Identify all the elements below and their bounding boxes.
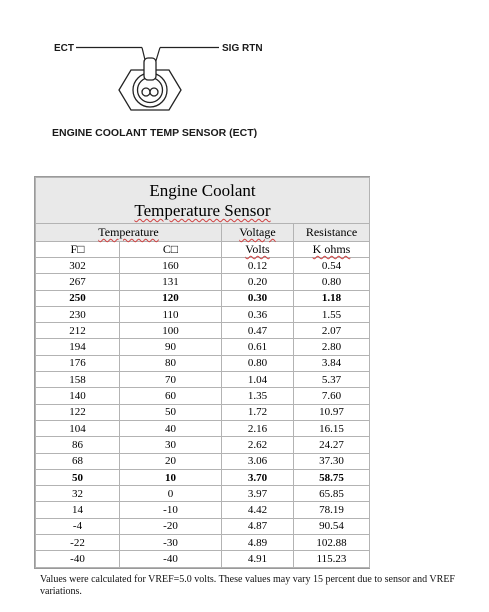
fahrenheit-cell: -40 — [36, 551, 120, 567]
fahrenheit-cell: 122 — [36, 404, 120, 420]
voltage-cell: 4.42 — [222, 502, 294, 518]
celsius-cell: 20 — [120, 453, 222, 469]
celsius-cell: 110 — [120, 306, 222, 322]
voltage-cell: 0.12 — [222, 258, 294, 274]
table-row — [36, 453, 370, 469]
fahrenheit-cell: 212 — [36, 323, 120, 339]
table-row — [36, 323, 370, 339]
fahrenheit-cell: 267 — [36, 274, 120, 290]
coolant-table-container — [34, 176, 370, 569]
fahrenheit-cell: 250 — [36, 290, 120, 306]
sig-rtn-label: SIG RTN — [222, 43, 263, 54]
fahrenheit-cell: 68 — [36, 453, 120, 469]
fahrenheit-cell: 14 — [36, 502, 120, 518]
fahrenheit-cell: 230 — [36, 306, 120, 322]
celsius-cell: 131 — [120, 274, 222, 290]
resistance-cell: 65.85 — [294, 486, 370, 502]
voltage-cell: 3.06 — [222, 453, 294, 469]
voltage-cell: 0.36 — [222, 306, 294, 322]
table-row — [36, 339, 370, 355]
ect-label: ECT — [54, 43, 74, 54]
celsius-cell: -10 — [120, 502, 222, 518]
table-row — [36, 486, 370, 502]
table-title — [36, 178, 370, 224]
resistance-cell: 24.27 — [294, 437, 370, 453]
celsius-cell: -40 — [120, 551, 222, 567]
voltage-cell: 0.30 — [222, 290, 294, 306]
table-body — [36, 258, 370, 568]
fahrenheit-cell: -22 — [36, 535, 120, 551]
celsius-cell: 50 — [120, 404, 222, 420]
voltage-cell: 1.35 — [222, 388, 294, 404]
voltage-cell: 2.62 — [222, 437, 294, 453]
voltage-cell: 0.20 — [222, 274, 294, 290]
fahrenheit-unit: F□ — [36, 242, 120, 258]
celsius-cell: 10 — [120, 469, 222, 485]
celsius-cell: 90 — [120, 339, 222, 355]
resistance-cell: 37.30 — [294, 453, 370, 469]
diagram-caption: ENGINE COOLANT TEMP SENSOR (ECT) — [52, 127, 258, 139]
resistance-cell: 1.18 — [294, 290, 370, 306]
sensor-icon — [119, 58, 181, 110]
resistance-cell: 5.37 — [294, 372, 370, 388]
voltage-cell: 0.47 — [222, 323, 294, 339]
resistance-cell: 0.54 — [294, 258, 370, 274]
resistance-cell: 58.75 — [294, 469, 370, 485]
table-row — [36, 437, 370, 453]
table-row — [36, 388, 370, 404]
celsius-cell: 80 — [120, 355, 222, 371]
table-row — [36, 518, 370, 534]
celsius-cell: -20 — [120, 518, 222, 534]
table-row — [36, 355, 370, 371]
resistance-cell: 7.60 — [294, 388, 370, 404]
fahrenheit-cell: 140 — [36, 388, 120, 404]
resistance-cell: 10.97 — [294, 404, 370, 420]
table-row — [36, 290, 370, 306]
resistance-cell: 90.54 — [294, 518, 370, 534]
fahrenheit-cell: 176 — [36, 355, 120, 371]
resistance-cell: 2.80 — [294, 339, 370, 355]
fahrenheit-cell: 302 — [36, 258, 120, 274]
celsius-cell: 100 — [120, 323, 222, 339]
resistance-cell: 1.55 — [294, 306, 370, 322]
resistance-header: Resistance — [305, 225, 358, 239]
sensor-diagram — [0, 0, 489, 150]
fahrenheit-cell: 32 — [36, 486, 120, 502]
voltage-cell: 4.89 — [222, 535, 294, 551]
table-row — [36, 306, 370, 322]
fahrenheit-cell: 194 — [36, 339, 120, 355]
table-title-line2: Temperature Sensor — [134, 201, 271, 220]
table-title-line1: Engine Coolant — [149, 181, 256, 200]
celsius-cell: 60 — [120, 388, 222, 404]
fahrenheit-cell: 50 — [36, 469, 120, 485]
table-row — [36, 535, 370, 551]
fahrenheit-cell: 104 — [36, 420, 120, 436]
table-row — [36, 372, 370, 388]
table-row — [36, 420, 370, 436]
celsius-cell: 0 — [120, 486, 222, 502]
table-row — [36, 502, 370, 518]
resistance-cell: 78.19 — [294, 502, 370, 518]
voltage-cell: 3.97 — [222, 486, 294, 502]
fahrenheit-cell: 158 — [36, 372, 120, 388]
table-row — [36, 258, 370, 274]
voltage-cell: 2.16 — [222, 420, 294, 436]
celsius-cell: 30 — [120, 437, 222, 453]
voltage-cell: 1.04 — [222, 372, 294, 388]
voltage-cell: 4.91 — [222, 551, 294, 567]
coolant-sensor-table — [35, 177, 370, 568]
celsius-cell: 40 — [120, 420, 222, 436]
resistance-cell: 102.88 — [294, 535, 370, 551]
table-row — [36, 404, 370, 420]
table-row — [36, 274, 370, 290]
kohms-unit: K ohms — [312, 242, 351, 256]
volts-unit: Volts — [245, 242, 270, 256]
resistance-cell: 0.80 — [294, 274, 370, 290]
voltage-cell: 3.70 — [222, 469, 294, 485]
voltage-cell: 0.80 — [222, 355, 294, 371]
footnote: Values were calculated for VREF=5.0 volts. These values may vary 15 percent due to sensor and VREF variations. — [40, 574, 455, 597]
voltage-header: Voltage — [239, 225, 276, 239]
resistance-cell: 2.07 — [294, 323, 370, 339]
celsius-cell: 160 — [120, 258, 222, 274]
table-row — [36, 469, 370, 485]
resistance-cell: 115.23 — [294, 551, 370, 567]
fahrenheit-cell: 86 — [36, 437, 120, 453]
celsius-cell: -30 — [120, 535, 222, 551]
celsius-cell: 120 — [120, 290, 222, 306]
resistance-cell: 16.15 — [294, 420, 370, 436]
table-row — [36, 551, 370, 567]
temperature-header: Temperature — [98, 225, 159, 239]
resistance-cell: 3.84 — [294, 355, 370, 371]
voltage-cell: 4.87 — [222, 518, 294, 534]
voltage-cell: 1.72 — [222, 404, 294, 420]
celsius-unit: C□ — [120, 242, 222, 258]
fahrenheit-cell: -4 — [36, 518, 120, 534]
celsius-cell: 70 — [120, 372, 222, 388]
voltage-cell: 0.61 — [222, 339, 294, 355]
